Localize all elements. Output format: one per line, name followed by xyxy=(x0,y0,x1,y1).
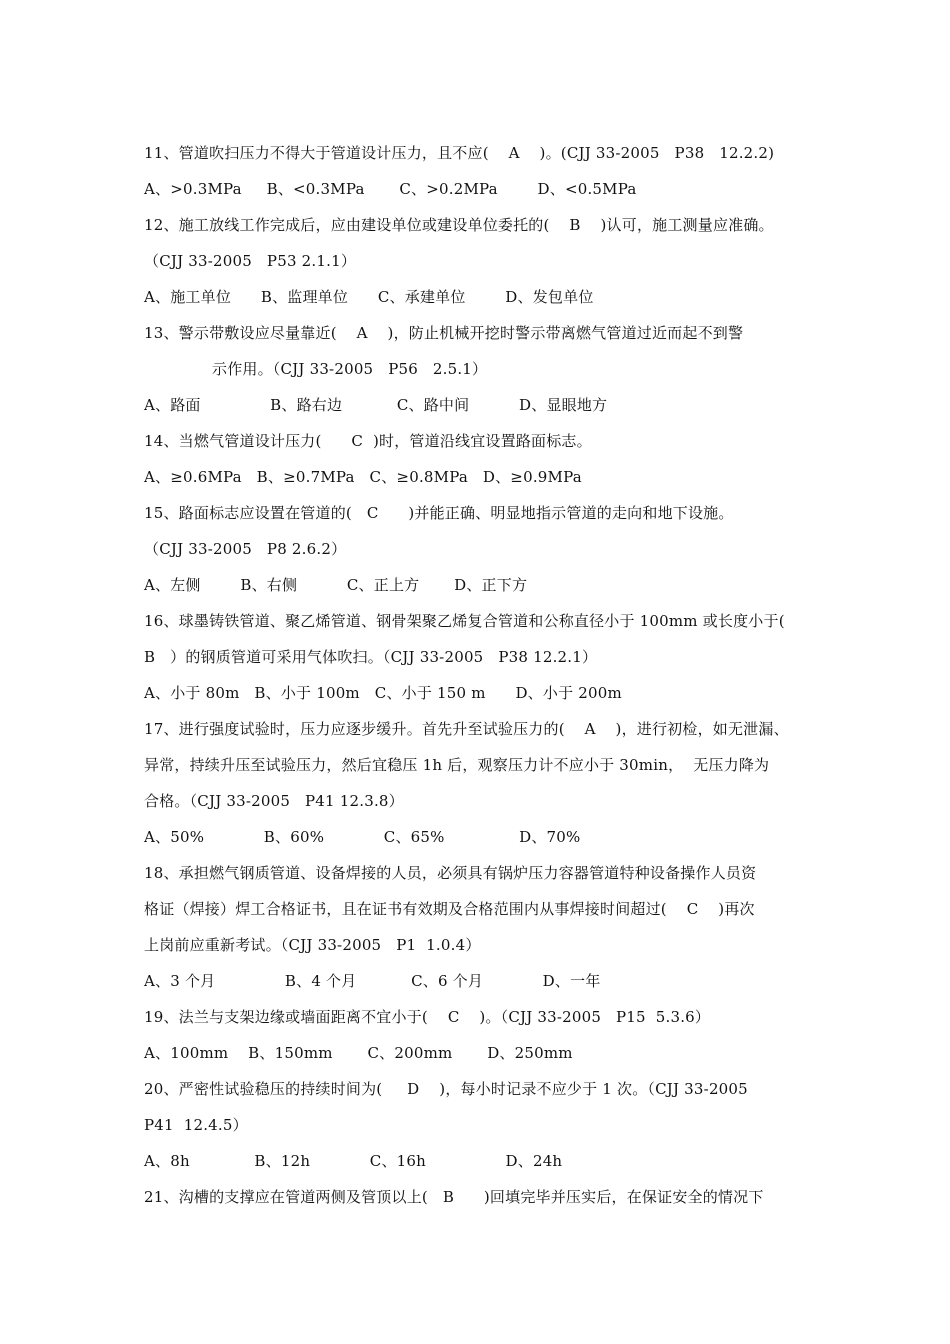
options-16: A、小于 80m B、小于 100m C、小于 150 m D、小于 200m xyxy=(144,684,622,702)
question-14: 14、当燃气管道设计压力( C )时，管道沿线宜设置路面标志。 xyxy=(144,432,592,450)
question-11: 11、管道吹扫压力不得大于管道设计压力，且不应( A )。(CJJ 33-2005 P38 12.2.2) xyxy=(144,144,775,162)
question-18-ref: 上岗前应重新考试。（CJJ 33-2005 P1 1.0.4） xyxy=(144,936,481,954)
options-14: A、≥0.6MPa B、≥0.7MPa C、≥0.8MPa D、≥0.9MPa xyxy=(144,468,582,486)
question-18-cont: 格证（焊接）焊工合格证书，且在证书有效期及合格范围内从事焊接时间超过( C )再次 xyxy=(144,900,755,918)
question-15: 15、路面标志应设置在管道的( C )并能正确、明显地指示管道的走向和地下设施。 xyxy=(144,504,734,522)
question-18: 18、承担燃气钢质管道、设备焊接的人员，必须具有锅炉压力容器管道特种设备操作人员资 xyxy=(144,864,757,882)
question-21: 21、沟槽的支撑应在管道两侧及管顶以上( B )回填完毕并压实后，在保证安全的情况下 xyxy=(144,1188,764,1206)
options-20: A、8h B、12h C、16h D、24h xyxy=(144,1152,563,1170)
options-19: A、100mm B、150mm C、200mm D、250mm xyxy=(144,1044,573,1062)
question-13-cont: 示作用。（CJJ 33-2005 P56 2.5.1） xyxy=(212,360,488,378)
question-20-ref: P41 12.4.5） xyxy=(144,1116,248,1134)
question-17-cont: 异常，持续升压至试验压力，然后宜稳压 1h 后，观察压力计不应小于 30min， 无压力降为 xyxy=(144,756,770,774)
question-12-ref: （CJJ 33-2005 P53 2.1.1） xyxy=(144,252,357,270)
options-13: A、路面 B、路右边 C、路中间 D、显眼地方 xyxy=(144,396,608,414)
question-13: 13、警示带敷设应尽量靠近( A )，防止机械开挖时警示带离燃气管道过近而起不到警 xyxy=(144,324,744,342)
question-17-ref: 合格。（CJJ 33-2005 P41 12.3.8） xyxy=(144,792,404,810)
options-15: A、左侧 B、右侧 C、正上方 D、正下方 xyxy=(144,576,528,594)
question-12: 12、施工放线工作完成后，应由建设单位或建设单位委托的( B )认可，施工测量应准确。 xyxy=(144,216,774,234)
question-20: 20、严密性试验稳压的持续时间为( D )，每小时记录不应少于 1 次。（CJJ 33-2005 xyxy=(144,1080,748,1098)
question-19: 19、法兰与支架边缘或墙面距离不宜小于( C )。（CJJ 33-2005 P15 5.3.6） xyxy=(144,1008,711,1026)
question-16: 16、球墨铸铁管道、聚乙烯管道、钢骨架聚乙烯复合管道和公称直径小于 100mm 或长度小于( xyxy=(144,612,785,630)
options-17: A、50% B、60% C、65% D、70% xyxy=(144,828,581,846)
question-17: 17、进行强度试验时，压力应逐步缓升。首先升至试验压力的( A )，进行初检，如无泄漏、 xyxy=(144,720,789,738)
question-15-ref: （CJJ 33-2005 P8 2.6.2） xyxy=(144,540,347,558)
question-16-cont: B ）的钢质管道可采用气体吹扫。（CJJ 33-2005 P38 12.2.1） xyxy=(144,648,598,666)
options-18: A、3 个月 B、4 个月 C、6 个月 D、一年 xyxy=(144,972,601,990)
options-11: A、>0.3MPa B、<0.3MPa C、>0.2MPa D、<0.5MPa xyxy=(144,180,637,198)
options-12: A、施工单位 B、监理单位 C、承建单位 D、发包单位 xyxy=(144,288,594,306)
